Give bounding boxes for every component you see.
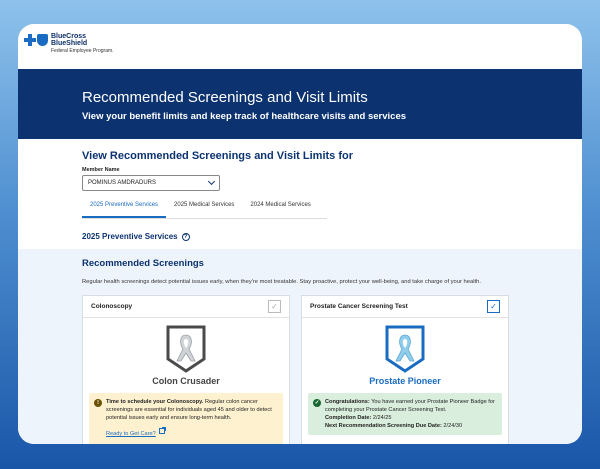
badge [302, 325, 508, 386]
page-subtitle: View your benefit limits and keep track of healthcare visits and services [82, 111, 407, 122]
recommended-title: Recommended Screenings [82, 258, 204, 269]
alert-body: You have earned your Prostate Pioneer Badge for completing your Prostate Cancer Screening Test. [325, 399, 495, 413]
member-name-label: Member Name [82, 167, 120, 173]
ready-to-get-care-link[interactable] [106, 431, 156, 437]
external-link-icon[interactable] [159, 428, 165, 434]
view-title: View Recommended Screenings and Visit Limits for [82, 150, 354, 162]
completion-value: 2/24/25 [371, 415, 392, 421]
alert-body: Regular colon cancer screenings are essential for individuals aged 45 and older to detect potential issues early and ensure long-term health. [106, 399, 272, 421]
prostate-card [301, 295, 509, 444]
next-value: 2/24/30 [441, 423, 463, 429]
check-circle-icon: ✓ [314, 400, 320, 406]
top-bar [18, 24, 582, 69]
recommended-description: Regular health screenings detect potential issues early, when they're most treatable. Stay proactive, protect your well-being, and take charge of your health. [82, 279, 481, 285]
tab-2025-preventive-services[interactable]: 2025 Preventive Services [82, 202, 166, 218]
alert-bold: Congratulations: [325, 399, 370, 405]
next-label: Next Recommendation Screening Due Date: [325, 423, 442, 429]
member-name-value: POMINUS AMDRADURS [88, 180, 157, 186]
app-window [18, 24, 582, 444]
completed-checkbox[interactable]: ✓ [268, 300, 281, 313]
logo-line2: BlueShield [51, 40, 88, 47]
completion-label: Completion Date: [325, 415, 372, 421]
next-due-date [325, 422, 497, 430]
card-header [83, 296, 289, 318]
hero-banner [18, 69, 582, 139]
logo-line1: BlueCross [51, 33, 87, 40]
shield-icon [37, 34, 48, 46]
preventive-heading [82, 232, 582, 241]
card-title: Colonoscopy [91, 303, 133, 310]
badge-name: Colon Crusader [152, 376, 220, 386]
logo-text [51, 33, 114, 55]
completion-date [325, 414, 497, 422]
page-title: Recommended Screenings and Visit Limits [82, 89, 368, 106]
tab-2025-medical-services[interactable]: 2025 Medical Services [174, 202, 235, 208]
alert-bold: Time to schedule your Colonoscopy. [106, 399, 204, 405]
alert-text [106, 398, 278, 422]
card-title: Prostate Cancer Screening Test [310, 303, 408, 310]
logo-line3: Federal Employee Program. [51, 48, 114, 54]
completed-checkbox[interactable]: ✓ [487, 300, 500, 313]
warning-icon: ! [94, 399, 102, 407]
cross-icon [24, 34, 36, 46]
chevron-down-icon [208, 178, 215, 185]
ribbon-badge-icon [385, 325, 425, 373]
ribbon-badge-icon [166, 325, 206, 373]
badge-name: Prostate Pioneer [369, 376, 441, 386]
colonoscopy-card [82, 295, 290, 444]
recommended-section [18, 249, 582, 444]
schedule-alert [89, 393, 283, 444]
tab-bar [82, 202, 327, 219]
tab-2024-medical-services[interactable]: 2024 Medical Services [250, 202, 311, 208]
member-name-select[interactable] [82, 175, 220, 191]
alert-text [325, 398, 497, 414]
preventive-title: 2025 Preventive Services [82, 232, 178, 241]
member-section [18, 139, 582, 249]
card-header [302, 296, 508, 318]
screening-cards [82, 295, 582, 444]
logo[interactable] [24, 33, 114, 55]
link-label: Ready to Get Care? [106, 431, 156, 437]
logo-icons [24, 34, 48, 46]
congratulations-alert [308, 393, 502, 435]
help-icon[interactable]: ? [182, 233, 190, 241]
badge [83, 325, 289, 386]
